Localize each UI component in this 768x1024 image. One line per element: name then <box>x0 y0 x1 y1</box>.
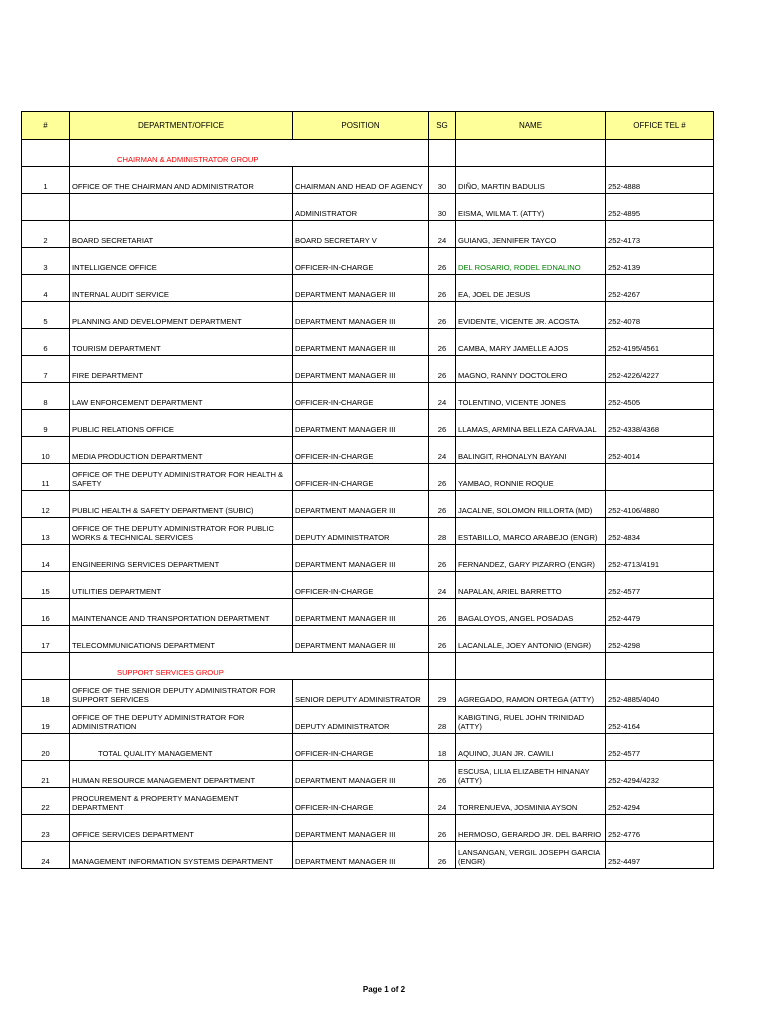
table-row <box>22 194 714 221</box>
cell-department: INTERNAL AUDIT SERVICE <box>70 275 293 302</box>
group-sg-cell <box>429 653 456 680</box>
cell-position: CHAIRMAN AND HEAD OF AGENCY <box>293 167 429 194</box>
cell-sg: 26 <box>429 464 456 491</box>
cell-position: DEPARTMENT MANAGER III <box>293 410 429 437</box>
cell-position: SENIOR DEPUTY ADMINISTRATOR <box>293 680 429 707</box>
cell-name: AQUINO, JUAN JR. CAWILI <box>456 734 606 761</box>
cell-tel: 252-4014 <box>606 437 714 464</box>
cell-num: 6 <box>22 329 70 356</box>
cell-position: OFFICER-IN-CHARGE <box>293 734 429 761</box>
table-row <box>22 410 714 437</box>
cell-tel: 252-4577 <box>606 734 714 761</box>
cell-num: 14 <box>22 545 70 572</box>
cell-department: BOARD SECRETARIAT <box>70 221 293 248</box>
cell-department: OFFICE OF THE DEPUTY ADMINISTRATOR FOR HEALTH & SAFETY <box>70 464 293 491</box>
table-row <box>22 167 714 194</box>
cell-name: ESCUSA, LILIA ELIZABETH HINANAY (ATTY) <box>456 761 606 788</box>
cell-position: OFFICER-IN-CHARGE <box>293 464 429 491</box>
group-label: CHAIRMAN & ADMINISTRATOR GROUP <box>70 140 429 167</box>
cell-position: OFFICER-IN-CHARGE <box>293 572 429 599</box>
group-tel-cell <box>606 653 714 680</box>
table-row <box>22 788 714 815</box>
group-header-row <box>22 140 714 167</box>
group-sg-cell <box>429 140 456 167</box>
cell-department: HUMAN RESOURCE MANAGEMENT DEPARTMENT <box>70 761 293 788</box>
cell-position: DEPARTMENT MANAGER III <box>293 842 429 869</box>
cell-num: 11 <box>22 464 70 491</box>
cell-tel: 252-4226/4227 <box>606 356 714 383</box>
table-row <box>22 275 714 302</box>
cell-name: LACANLALE, JOEY ANTONIO (ENGR) <box>456 626 606 653</box>
cell-tel: 252-4776 <box>606 815 714 842</box>
cell-department: TOURISM DEPARTMENT <box>70 329 293 356</box>
cell-position: DEPARTMENT MANAGER III <box>293 545 429 572</box>
table-row <box>22 221 714 248</box>
cell-tel: 252-4577 <box>606 572 714 599</box>
cell-sg: 26 <box>429 329 456 356</box>
cell-sg: 18 <box>429 734 456 761</box>
cell-department: OFFICE SERVICES DEPARTMENT <box>70 815 293 842</box>
cell-tel: 252-4885/4040 <box>606 680 714 707</box>
cell-sg: 26 <box>429 599 456 626</box>
cell-num: 13 <box>22 518 70 545</box>
cell-name: CAMBA, MARY JAMELLE AJOS <box>456 329 606 356</box>
table-row <box>22 734 714 761</box>
cell-department: MEDIA PRODUCTION DEPARTMENT <box>70 437 293 464</box>
cell-position: DEPUTY ADMINISTRATOR <box>293 518 429 545</box>
cell-tel: 252-4895 <box>606 194 714 221</box>
cell-num: 19 <box>22 707 70 734</box>
cell-num: 15 <box>22 572 70 599</box>
cell-sg: 30 <box>429 167 456 194</box>
cell-sg: 28 <box>429 707 456 734</box>
group-tel-cell <box>606 140 714 167</box>
cell-sg: 24 <box>429 221 456 248</box>
cell-position: OFFICER-IN-CHARGE <box>293 437 429 464</box>
cell-department: PUBLIC RELATIONS OFFICE <box>70 410 293 437</box>
table-row <box>22 302 714 329</box>
cell-department: ENGINEERING SERVICES DEPARTMENT <box>70 545 293 572</box>
header-sg: SG <box>429 112 456 140</box>
cell-tel: 252-4479 <box>606 599 714 626</box>
cell-num: 24 <box>22 842 70 869</box>
cell-sg: 24 <box>429 572 456 599</box>
cell-tel: 252-4164 <box>606 707 714 734</box>
cell-department: TELECOMMUNICATIONS DEPARTMENT <box>70 626 293 653</box>
cell-tel: 252-4173 <box>606 221 714 248</box>
cell-name: AGREGADO, RAMON ORTEGA (ATTY) <box>456 680 606 707</box>
cell-department: PUBLIC HEALTH & SAFETY DEPARTMENT (SUBIC) <box>70 491 293 518</box>
cell-tel: 252-4497 <box>606 842 714 869</box>
table-row <box>22 680 714 707</box>
table-body <box>22 140 714 869</box>
cell-name: FERNANDEZ, GARY PIZARRO (ENGR) <box>456 545 606 572</box>
cell-department: MAINTENANCE AND TRANSPORTATION DEPARTMENT <box>70 599 293 626</box>
table-row <box>22 815 714 842</box>
cell-num: 23 <box>22 815 70 842</box>
cell-tel: 252-4713/4191 <box>606 545 714 572</box>
cell-department: OFFICE OF THE DEPUTY ADMINISTRATOR FOR PUBLIC WORKS & TECHNICAL SERVICES <box>70 518 293 545</box>
header-tel: OFFICE TEL # <box>606 112 714 140</box>
cell-name: HERMOSO, GERARDO JR. DEL BARRIO <box>456 815 606 842</box>
cell-department: INTELLIGENCE OFFICE <box>70 248 293 275</box>
cell-name: BAGALOYOS, ANGEL POSADAS <box>456 599 606 626</box>
cell-position: DEPARTMENT MANAGER III <box>293 761 429 788</box>
cell-sg: 24 <box>429 788 456 815</box>
cell-name: TORRENUEVA, JOSMINIA AYSON <box>456 788 606 815</box>
cell-tel: 252-4298 <box>606 626 714 653</box>
cell-num: 2 <box>22 221 70 248</box>
cell-name: EISMA, WILMA T. (ATTY) <box>456 194 606 221</box>
cell-sg: 26 <box>429 302 456 329</box>
header-row <box>22 112 714 140</box>
header-name: NAME <box>456 112 606 140</box>
cell-tel: 252-4338/4368 <box>606 410 714 437</box>
cell-tel: 252-4834 <box>606 518 714 545</box>
cell-num: 21 <box>22 761 70 788</box>
cell-sg: 28 <box>429 518 456 545</box>
table-row <box>22 329 714 356</box>
cell-department: LAW ENFORCEMENT DEPARTMENT <box>70 383 293 410</box>
cell-sg: 24 <box>429 437 456 464</box>
cell-name: EVIDENTE, VICENTE JR. ACOSTA <box>456 302 606 329</box>
cell-position: DEPARTMENT MANAGER III <box>293 329 429 356</box>
cell-sg: 30 <box>429 194 456 221</box>
group-header-row <box>22 653 714 680</box>
cell-position: ADMINISTRATOR <box>293 194 429 221</box>
cell-sg: 26 <box>429 491 456 518</box>
cell-name: DEL ROSARIO, RODEL EDNALINO <box>456 248 606 275</box>
cell-position: DEPARTMENT MANAGER III <box>293 815 429 842</box>
table-row <box>22 626 714 653</box>
cell-department <box>70 194 293 221</box>
cell-position: DEPARTMENT MANAGER III <box>293 626 429 653</box>
cell-sg: 26 <box>429 626 456 653</box>
cell-num <box>22 194 70 221</box>
cell-tel: 252-4267 <box>606 275 714 302</box>
header-department: DEPARTMENT/OFFICE <box>70 112 293 140</box>
page-footer: Page 1 of 2 <box>362 985 406 994</box>
cell-tel: 252-4294 <box>606 788 714 815</box>
cell-tel: 252-4078 <box>606 302 714 329</box>
cell-name: KABIGTING, RUEL JOHN TRINIDAD (ATTY) <box>456 707 606 734</box>
cell-department: UTILITIES DEPARTMENT <box>70 572 293 599</box>
cell-num: 12 <box>22 491 70 518</box>
cell-num: 20 <box>22 734 70 761</box>
cell-name: YAMBAO, RONNIE ROQUE <box>456 464 606 491</box>
table-row <box>22 518 714 545</box>
cell-tel: 252-4139 <box>606 248 714 275</box>
cell-position: OFFICER-IN-CHARGE <box>293 248 429 275</box>
cell-department: PLANNING AND DEVELOPMENT DEPARTMENT <box>70 302 293 329</box>
cell-num: 17 <box>22 626 70 653</box>
cell-department: FIRE DEPARTMENT <box>70 356 293 383</box>
table-row <box>22 599 714 626</box>
cell-name: BALINGIT, RHONALYN BAYANI <box>456 437 606 464</box>
cell-sg: 29 <box>429 680 456 707</box>
cell-name: GUIANG, JENNIFER TAYCO <box>456 221 606 248</box>
cell-position: OFFICER-IN-CHARGE <box>293 788 429 815</box>
cell-num: 16 <box>22 599 70 626</box>
cell-sg: 24 <box>429 383 456 410</box>
cell-num: 7 <box>22 356 70 383</box>
table-row <box>22 464 714 491</box>
cell-num: 22 <box>22 788 70 815</box>
cell-sg: 26 <box>429 761 456 788</box>
cell-position: DEPUTY ADMINISTRATOR <box>293 707 429 734</box>
cell-num: 9 <box>22 410 70 437</box>
cell-position: DEPARTMENT MANAGER III <box>293 302 429 329</box>
group-name-cell <box>456 653 606 680</box>
cell-department: MANAGEMENT INFORMATION SYSTEMS DEPARTMENT <box>70 842 293 869</box>
cell-sg: 26 <box>429 248 456 275</box>
cell-department: OFFICE OF THE CHAIRMAN AND ADMINISTRATOR <box>70 167 293 194</box>
cell-num: 8 <box>22 383 70 410</box>
cell-sg: 26 <box>429 275 456 302</box>
cell-name: MAGNO, RANNY DOCTOLERO <box>456 356 606 383</box>
cell-department: TOTAL QUALITY MANAGEMENT <box>70 734 293 761</box>
cell-sg: 26 <box>429 815 456 842</box>
cell-department: PROCUREMENT & PROPERTY MANAGEMENT DEPARTMENT <box>70 788 293 815</box>
cell-position: BOARD SECRETARY V <box>293 221 429 248</box>
cell-name: DIÑO, MARTIN BADULIS <box>456 167 606 194</box>
table-row <box>22 356 714 383</box>
cell-tel: 252-4106/4880 <box>606 491 714 518</box>
cell-tel: 252-4505 <box>606 383 714 410</box>
group-num-cell <box>22 140 70 167</box>
cell-num: 1 <box>22 167 70 194</box>
header-num: # <box>22 112 70 140</box>
table-row <box>22 842 714 869</box>
cell-sg: 26 <box>429 842 456 869</box>
cell-sg: 26 <box>429 356 456 383</box>
cell-name: LANSANGAN, VERGIL JOSEPH GARCIA (ENGR) <box>456 842 606 869</box>
cell-position: DEPARTMENT MANAGER III <box>293 275 429 302</box>
cell-department: OFFICE OF THE DEPUTY ADMINISTRATOR FOR ADMINISTRATION <box>70 707 293 734</box>
cell-tel: 252-4294/4232 <box>606 761 714 788</box>
cell-num: 5 <box>22 302 70 329</box>
table-row <box>22 437 714 464</box>
cell-num: 4 <box>22 275 70 302</box>
cell-tel: 252-4888 <box>606 167 714 194</box>
cell-sg: 26 <box>429 545 456 572</box>
cell-name: NAPALAN, ARIEL BARRETTO <box>456 572 606 599</box>
table-row <box>22 572 714 599</box>
table-row <box>22 491 714 518</box>
group-label: SUPPORT SERVICES GROUP <box>70 653 429 680</box>
cell-num: 18 <box>22 680 70 707</box>
group-name-cell <box>456 140 606 167</box>
cell-num: 10 <box>22 437 70 464</box>
group-num-cell <box>22 653 70 680</box>
table-row <box>22 545 714 572</box>
cell-sg: 26 <box>429 410 456 437</box>
cell-name: ESTABILLO, MARCO ARABEJO (ENGR) <box>456 518 606 545</box>
cell-position: DEPARTMENT MANAGER III <box>293 599 429 626</box>
cell-name: LLAMAS, ARMINA BELLEZA CARVAJAL <box>456 410 606 437</box>
cell-position: DEPARTMENT MANAGER III <box>293 491 429 518</box>
directory-table <box>21 111 714 869</box>
table-row <box>22 707 714 734</box>
cell-num: 3 <box>22 248 70 275</box>
cell-name: TOLENTINO, VICENTE JONES <box>456 383 606 410</box>
cell-tel <box>606 464 714 491</box>
header-position: POSITION <box>293 112 429 140</box>
cell-position: OFFICER-IN-CHARGE <box>293 383 429 410</box>
table-row <box>22 761 714 788</box>
cell-tel: 252-4195/4561 <box>606 329 714 356</box>
cell-name: EA, JOEL DE JESUS <box>456 275 606 302</box>
cell-name: JACALNE, SOLOMON RILLORTA (MD) <box>456 491 606 518</box>
cell-position: DEPARTMENT MANAGER III <box>293 356 429 383</box>
cell-department: OFFICE OF THE SENIOR DEPUTY ADMINISTRATOR FOR SUPPORT SERVICES <box>70 680 293 707</box>
table-row <box>22 383 714 410</box>
table-row <box>22 248 714 275</box>
